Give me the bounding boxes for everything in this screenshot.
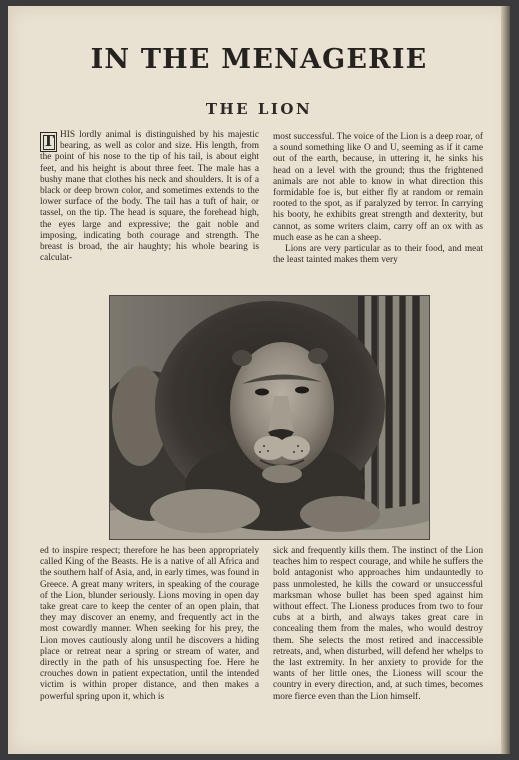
article-title: IN THE MENAGERIE [90, 44, 428, 75]
intro-text: HIS lordly animal is distinguished by his majestic bearing, as well as color and size. His length, from the point of his nose to the tip of his tail, is about eight feet, and his height is about three feet. The male has a bushy mane that clothes his neck and shoulders. It is of a black or deep brown color, and sometimes extends to the lower surface of the body. The tail has a tuft of hair, or tassel, on the tip. The head is square, the forehead high, the eyes large and expressive; the gait noble and imposing, indicating both courage and strength. The breast is broad, the air haughty; his whole bearing is calculat- [40, 130, 259, 264]
intro-paragraph [40, 130, 259, 264]
drop-cap: T [40, 132, 57, 152]
paragraph-habitat: ed to inspire respect; therefore he has been appropriately called King of the Beasts. He is a native of all Africa and the southern half of Asia, and, in early times, was found in Greece. A great many writers, in speaking of the courage of the Lion, blunder seriously. Lions moving in open day take great care to keep the center of an open plain, that they may discover an enemy, and frequently act in the most cowardly manner. When seeking for his prey, the Lion moves cautiously along until he discovers a hiding place or retreat near a spring or stream of water, and directly in the path of his unsuspecting foe. Here he crouches down in patient expectation, until the intended victim is within proper distance, and then makes a powerful spring upon it, which is [40, 546, 259, 702]
paragraph-food: Lions are very particular as to their food, and meat the least tainted makes them very [273, 244, 483, 266]
text-column-3 [40, 546, 259, 742]
paragraph-lioness: sick and frequently kills them. The instinct of the Lion teaches him to respect courage, and while he suffers the bold antagonist who approaches him undauntedly to pass unmolested, he kills the coward or unsuccessful marksman whose bullet has been sped against him without effect. The Lioness produces from two to four cubs at a birth, and always takes great care in concealing them from the males, who would destroy them. She selects the most retired and inaccessible retreats, and, when disturbed, will defend her whelps to the last extremity. In her anxiety to provide for the wants of her little ones, the Lioness will scour the country in every direction, and, at such times, becomes more fierce even than the Lion himself. [273, 546, 483, 702]
article-subtitle: THE LION [205, 100, 313, 118]
page-spine-shadow [501, 6, 510, 754]
paragraph-voice: most successful. The voice of the Lion is a deep roar, of a sound something like O and U, seeming as if it came out of the earth, because, in uttering it, he sinks his head on a level with the ground; thus the frightened animals are not able to know in what direction this formidable foe is, but either fly at random or remain rooted to the spot, as if paralyzed by terror. In carrying his booty, he exhibits great strength and dexterity, but cannot, as some writers claim, carry off an ox with as much ease as he can a sheep. [273, 132, 483, 243]
text-column-2 [273, 132, 483, 290]
text-column-1 [40, 130, 259, 290]
lion-photograph [109, 295, 430, 540]
magazine-page [8, 6, 510, 754]
text-column-4 [273, 546, 483, 742]
lion-image [110, 296, 429, 539]
